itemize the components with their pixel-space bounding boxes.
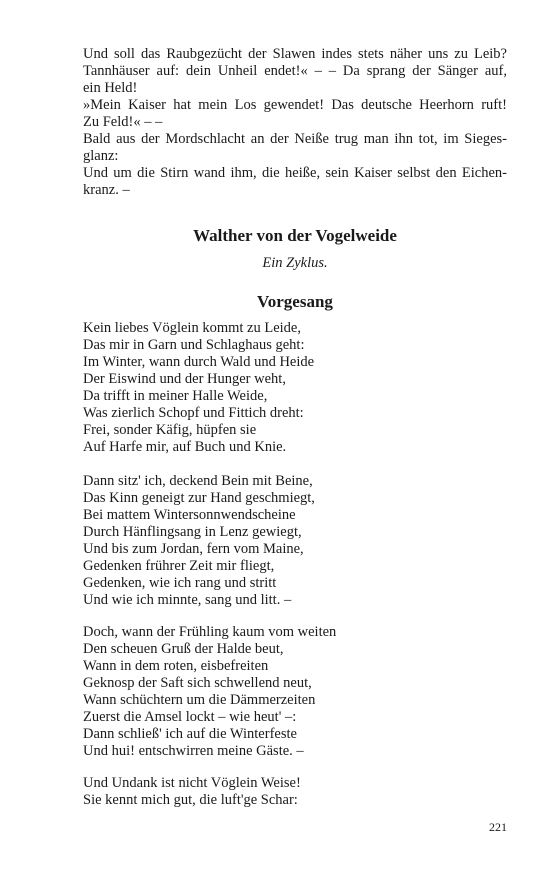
prose-line: Und um die Stirn wand ihm, die heiße, sein Kaiser selbst den Eichen- [83,165,507,181]
verse-line: Durch Hänflingsang in Lenz gewiegt, [83,524,302,540]
verse-line: Und wie ich minnte, sang und litt. – [83,592,292,608]
verse-line: Wann in dem roten, eisbefreiten [83,658,269,674]
verse-line: Zuerst die Amsel lockt – wie heut' –: [83,709,297,725]
prose-line: Und soll das Raubgezücht der Slawen indes stets näher uns zu Leib? [83,46,507,62]
verse-line: Im Winter, wann durch Wald und Heide [83,354,315,370]
verse-line: Der Eiswind und der Hunger weht, [83,371,286,387]
section-heading: Vorgesang [257,292,333,311]
verse-line: Und bis zum Jordan, fern vom Maine, [83,541,304,557]
verse-line: Dann schließ' ich auf die Winterfeste [83,726,297,742]
verse-line: Doch, wann der Frühling kaum vom weiten [83,624,337,640]
verse-line: Frei, sonder Käfig, hüpfen sie [83,422,257,438]
verse-line: Und hui! entschwirren meine Gäste. – [83,743,304,759]
poem-title: Walther von der Vogelweide [193,226,397,245]
prose-line: »Mein Kaiser hat mein Los gewendet! Das deutsche Heerhorn ruft! [83,97,507,113]
verse-line: Wann schüchtern um die Dämmerzeiten [83,692,316,708]
verse-line: Geknosp der Saft sich schwellend neut, [83,675,312,691]
verse-line: Kein liebes Vöglein kommt zu Leide, [83,320,301,336]
poem-subtitle: Ein Zyklus. [262,255,328,271]
prose-line: Bald aus der Mordschlacht an der Neiße trug man ihn tot, im Sieges- [83,131,507,147]
prose-line: Zu Feld!« – – [83,114,163,130]
verse-line: Den scheuen Gruß der Halde beut, [83,641,284,657]
prose-line: kranz. – [83,182,130,198]
page-number: 221 [489,820,507,834]
verse-line: Das mir in Garn und Schlaghaus geht: [83,337,305,353]
verse-line: Da trifft in meiner Halle Weide, [83,388,268,404]
verse-line: Gedenken frührer Zeit mir fliegt, [83,558,275,574]
verse-line: Sie kennt mich gut, die luft'ge Schar: [83,792,298,808]
prose-line: Tannhäuser auf: dein Unheil endet!« – – Da sprang der Sänger auf, [83,63,507,79]
verse-line: Bei mattem Wintersonnwendscheine [83,507,296,523]
verse-line: Das Kinn geneigt zur Hand geschmiegt, [83,490,315,506]
verse-line: Gedenken, wie ich rang und stritt [83,575,277,591]
prose-line: glanz: [83,148,119,164]
verse-line: Dann sitz' ich, deckend Bein mit Beine, [83,473,313,489]
verse-line: Auf Harfe mir, auf Buch und Knie. [83,439,287,455]
prose-line: ein Held! [83,80,138,96]
verse-line: Und Undank ist nicht Vöglein Weise! [83,775,301,791]
verse-line: Was zierlich Schopf und Fittich dreht: [83,405,304,421]
